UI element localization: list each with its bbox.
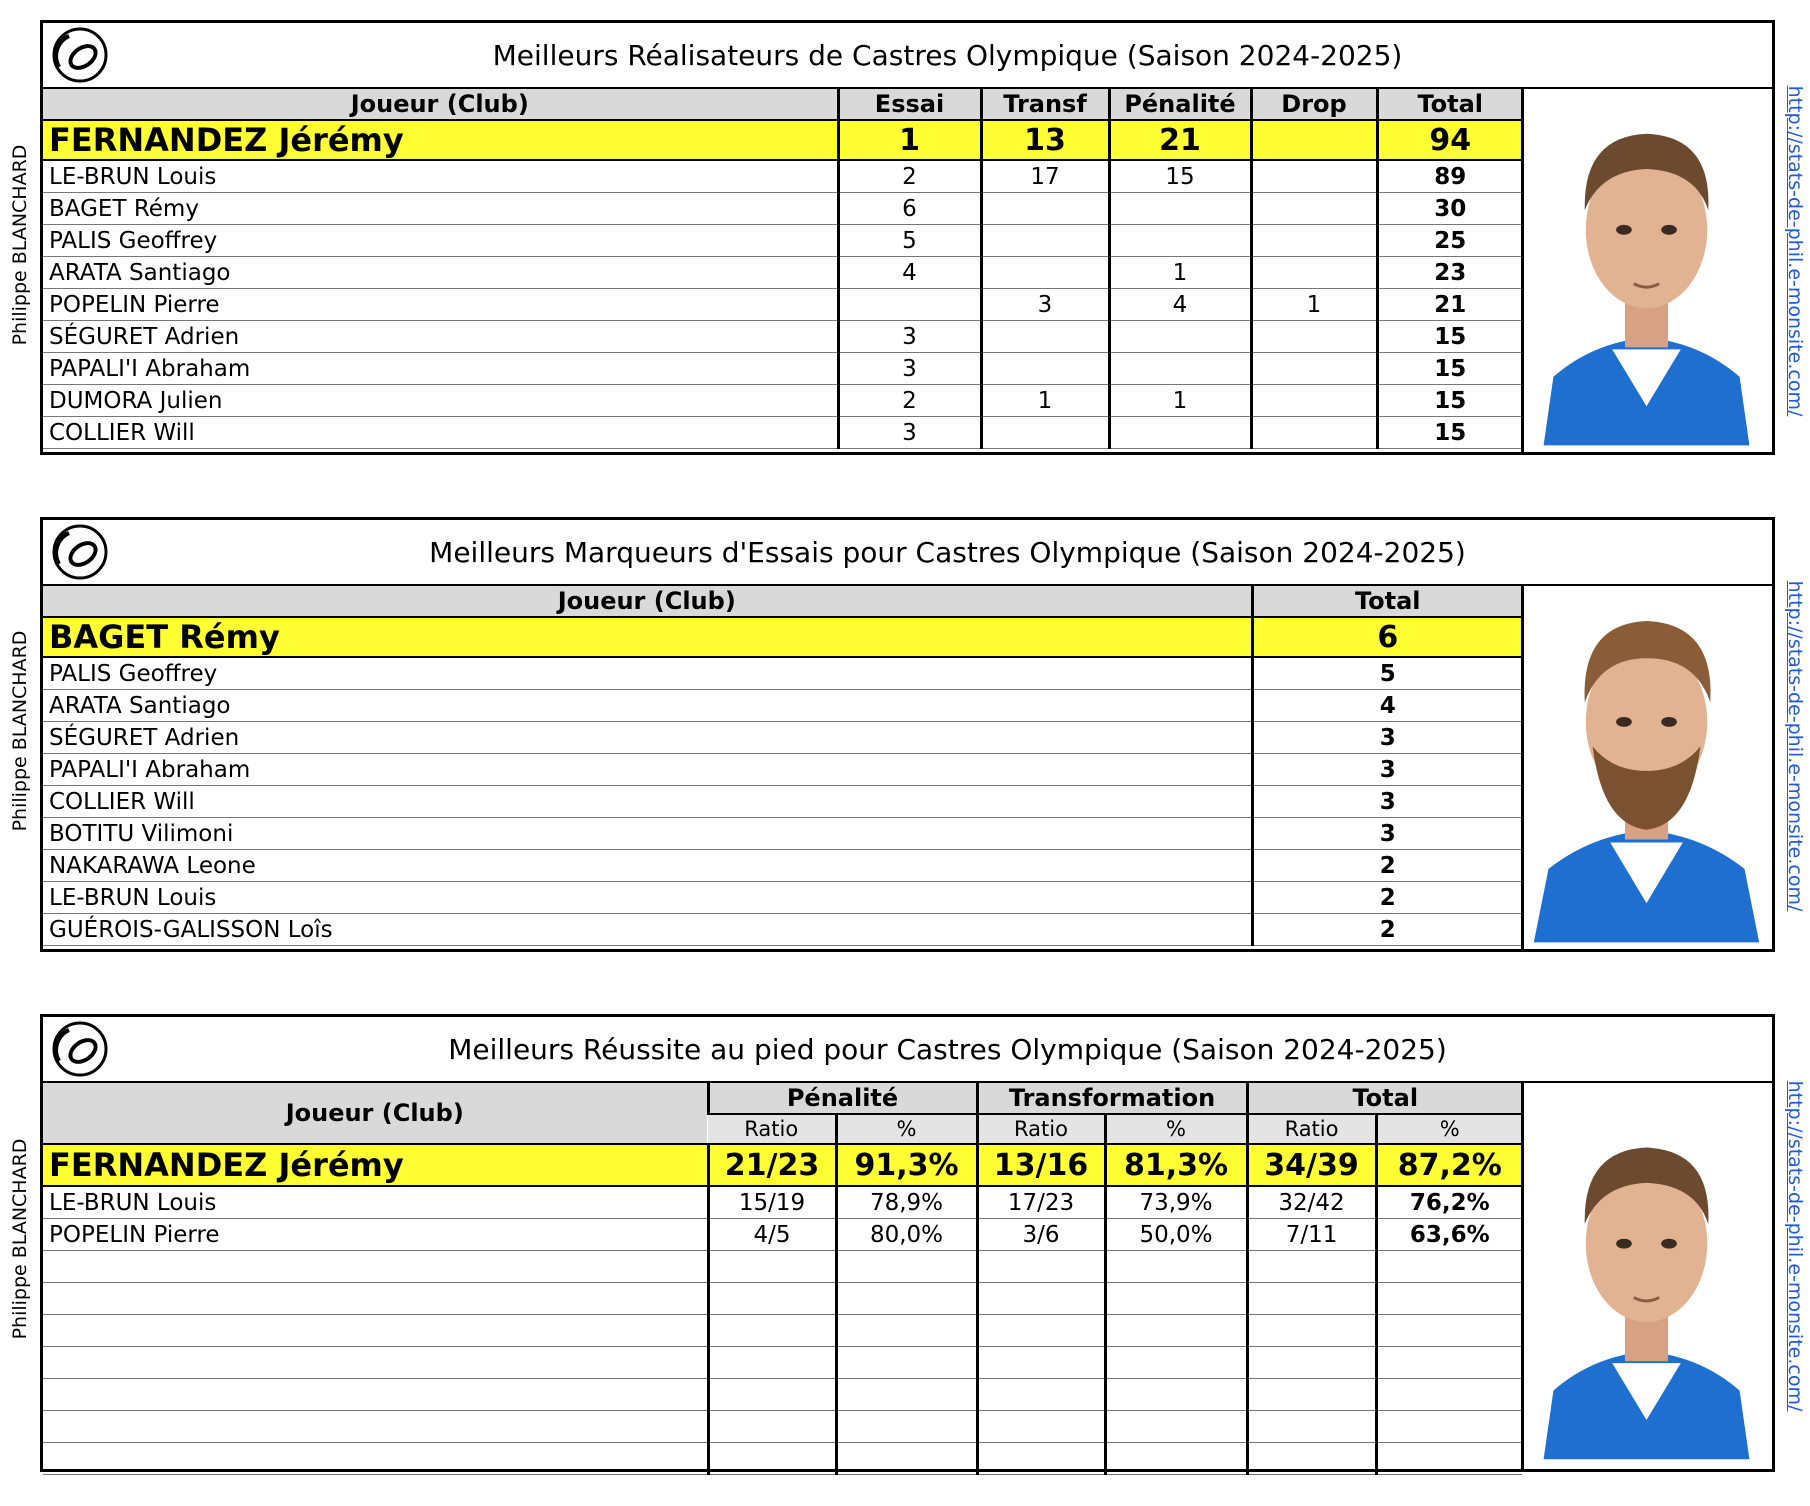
tot-pct: 63,6% xyxy=(1376,1219,1522,1251)
table-row xyxy=(43,754,1522,786)
transf-value xyxy=(981,417,1109,449)
table-row-empty xyxy=(43,1315,1522,1347)
player-name: BAGET Rémy xyxy=(43,617,1252,657)
total-value: 3 xyxy=(1252,786,1522,818)
table-row xyxy=(43,786,1522,818)
total-value: 21 xyxy=(1377,289,1522,321)
total-value: 15 xyxy=(1377,417,1522,449)
total-value: 15 xyxy=(1377,385,1522,417)
essai-value: 3 xyxy=(838,417,981,449)
scorers-panel xyxy=(40,20,1775,455)
tr-ratio: 13/16 xyxy=(977,1144,1105,1186)
player-name: BOTITU Vilimoni xyxy=(43,818,1252,850)
pen-pct: 91,3% xyxy=(836,1144,977,1186)
pen-pct: 80,0% xyxy=(836,1219,977,1251)
table-row xyxy=(43,617,1522,657)
total-value: 3 xyxy=(1252,722,1522,754)
drop-value xyxy=(1251,120,1377,160)
tr-ratio: 17/23 xyxy=(977,1186,1105,1219)
site-link-1[interactable]: http://stats-de-phil.e-monsite.com/ xyxy=(1784,85,1806,417)
tries-header-row xyxy=(43,586,1522,617)
site-link-2[interactable]: http://stats-de-phil.e-monsite.com/ xyxy=(1784,580,1806,912)
table-row xyxy=(43,1186,1522,1219)
penalite-value: 1 xyxy=(1109,385,1251,417)
drop-value xyxy=(1251,321,1377,353)
player-name: BAGET Rémy xyxy=(43,193,838,225)
essai-value: 5 xyxy=(838,225,981,257)
essai-value: 1 xyxy=(838,120,981,160)
player-name: COLLIER Will xyxy=(43,786,1252,818)
table-row xyxy=(43,722,1522,754)
subheader-ratio: Ratio xyxy=(977,1114,1105,1144)
total-value: 25 xyxy=(1377,225,1522,257)
total-value: 3 xyxy=(1252,818,1522,850)
drop-value xyxy=(1251,193,1377,225)
rugby-ball-logo-icon xyxy=(49,524,111,580)
subheader-pct: % xyxy=(1376,1114,1522,1144)
total-value: 30 xyxy=(1377,193,1522,225)
essai-value: 2 xyxy=(838,385,981,417)
table-row xyxy=(43,353,1522,385)
table-row xyxy=(43,1144,1522,1186)
total-value: 3 xyxy=(1252,754,1522,786)
total-value: 23 xyxy=(1377,257,1522,289)
table-row-empty xyxy=(43,1379,1522,1411)
drop-value xyxy=(1251,257,1377,289)
penalite-value xyxy=(1109,417,1251,449)
player-name: LE-BRUN Louis xyxy=(43,882,1252,914)
subheader-pct: % xyxy=(1105,1114,1247,1144)
total-value: 2 xyxy=(1252,850,1522,882)
player-name: ARATA Santiago xyxy=(43,690,1252,722)
tries-panel xyxy=(40,517,1775,952)
scorers-header-row xyxy=(43,89,1522,120)
table-row xyxy=(43,257,1522,289)
table-row xyxy=(43,850,1522,882)
table-row xyxy=(43,120,1522,160)
site-link-3[interactable]: http://stats-de-phil.e-monsite.com/ xyxy=(1784,1080,1806,1412)
penalite-value xyxy=(1109,353,1251,385)
col-header-total: Total xyxy=(1252,586,1522,617)
tot-ratio: 34/39 xyxy=(1247,1144,1376,1186)
scorers-title: Meilleurs Réalisateurs de Castres Olympique (Saison 2024-2025) xyxy=(492,39,1403,72)
drop-value xyxy=(1251,353,1377,385)
tot-ratio: 32/42 xyxy=(1247,1186,1376,1219)
total-value: 2 xyxy=(1252,882,1522,914)
kicking-table xyxy=(43,1083,1522,1475)
player-name: FERNANDEZ Jérémy xyxy=(43,1144,708,1186)
subheader-ratio: Ratio xyxy=(1247,1114,1376,1144)
transf-value xyxy=(981,193,1109,225)
player-name: PAPALI'I Abraham xyxy=(43,754,1252,786)
player-name: POPELIN Pierre xyxy=(43,289,838,321)
col-header-drop: Drop xyxy=(1251,89,1377,120)
col-header-essai: Essai xyxy=(838,89,981,120)
player-name: NAKARAWA Leone xyxy=(43,850,1252,882)
transf-value: 17 xyxy=(981,160,1109,193)
table-row xyxy=(43,1219,1522,1251)
table-row xyxy=(43,657,1522,690)
pen-ratio: 4/5 xyxy=(708,1219,836,1251)
group-header-transformation: Transformation xyxy=(977,1083,1247,1114)
pen-ratio: 21/23 xyxy=(708,1144,836,1186)
penalite-value xyxy=(1109,321,1251,353)
table-row xyxy=(43,914,1522,946)
transf-value: 3 xyxy=(981,289,1109,321)
pen-ratio: 15/19 xyxy=(708,1186,836,1219)
table-row xyxy=(43,160,1522,193)
player-name: LE-BRUN Louis xyxy=(43,160,838,193)
player-portrait-icon xyxy=(1524,89,1769,449)
drop-value: 1 xyxy=(1251,289,1377,321)
tries-table xyxy=(43,586,1522,946)
col-header-total: Total xyxy=(1377,89,1522,120)
total-value: 15 xyxy=(1377,353,1522,385)
table-row-empty xyxy=(43,1443,1522,1475)
transf-value xyxy=(981,225,1109,257)
essai-value: 4 xyxy=(838,257,981,289)
player-portrait-icon xyxy=(1524,1083,1769,1463)
player-name: ARATA Santiago xyxy=(43,257,838,289)
transf-value: 1 xyxy=(981,385,1109,417)
kicking-title: Meilleurs Réussite au pied pour Castres Olympique (Saison 2024-2025) xyxy=(448,1033,1447,1066)
table-row xyxy=(43,193,1522,225)
essai-value: 3 xyxy=(838,321,981,353)
tot-pct: 76,2% xyxy=(1376,1186,1522,1219)
tr-pct: 73,9% xyxy=(1105,1186,1247,1219)
table-row-empty xyxy=(43,1251,1522,1283)
total-value: 15 xyxy=(1377,321,1522,353)
col-header-player: Joueur (Club) xyxy=(43,89,838,120)
tot-pct: 87,2% xyxy=(1376,1144,1522,1186)
table-row xyxy=(43,289,1522,321)
group-header-penalite: Pénalité xyxy=(708,1083,977,1114)
player-photo-2 xyxy=(1521,586,1772,949)
total-value: 94 xyxy=(1377,120,1522,160)
player-name: DUMORA Julien xyxy=(43,385,838,417)
player-photo-1 xyxy=(1521,89,1772,452)
penalite-value: 15 xyxy=(1109,160,1251,193)
total-value: 2 xyxy=(1252,914,1522,946)
total-value: 6 xyxy=(1252,617,1522,657)
player-portrait-icon xyxy=(1524,586,1769,946)
scorers-title-bar xyxy=(43,23,1772,89)
table-row xyxy=(43,385,1522,417)
essai-value: 2 xyxy=(838,160,981,193)
col-header-player: Joueur (Club) xyxy=(43,1083,708,1144)
kicking-panel xyxy=(40,1014,1775,1472)
player-name: PALIS Geoffrey xyxy=(43,657,1252,690)
player-name: SÉGURET Adrien xyxy=(43,321,838,353)
table-row xyxy=(43,882,1522,914)
player-name: PAPALI'I Abraham xyxy=(43,353,838,385)
author-watermark-2: Philippe BLANCHARD xyxy=(9,630,31,832)
rugby-ball-logo-icon xyxy=(49,1021,111,1077)
rugby-ball-logo-icon xyxy=(49,27,111,83)
penalite-value: 4 xyxy=(1109,289,1251,321)
drop-value xyxy=(1251,225,1377,257)
penalite-value xyxy=(1109,193,1251,225)
tries-title-bar xyxy=(43,520,1772,586)
group-header-total: Total xyxy=(1247,1083,1522,1114)
player-name: COLLIER Will xyxy=(43,417,838,449)
subheader-pct: % xyxy=(836,1114,977,1144)
player-name: FERNANDEZ Jérémy xyxy=(43,120,838,160)
table-row-empty xyxy=(43,1347,1522,1379)
kicking-group-row xyxy=(43,1083,1522,1114)
transf-value: 13 xyxy=(981,120,1109,160)
tr-pct: 50,0% xyxy=(1105,1219,1247,1251)
kicking-title-bar xyxy=(43,1017,1772,1083)
drop-value xyxy=(1251,417,1377,449)
drop-value xyxy=(1251,160,1377,193)
transf-value xyxy=(981,257,1109,289)
tot-ratio: 7/11 xyxy=(1247,1219,1376,1251)
player-name: LE-BRUN Louis xyxy=(43,1186,708,1219)
total-value: 4 xyxy=(1252,690,1522,722)
player-photo-3 xyxy=(1521,1083,1772,1469)
transf-value xyxy=(981,353,1109,385)
tries-title: Meilleurs Marqueurs d'Essais pour Castres Olympique (Saison 2024-2025) xyxy=(429,536,1466,569)
penalite-value: 1 xyxy=(1109,257,1251,289)
tr-ratio: 3/6 xyxy=(977,1219,1105,1251)
author-watermark-1: Philippe BLANCHARD xyxy=(9,144,31,346)
col-header-penalite: Pénalité xyxy=(1109,89,1251,120)
penalite-value: 21 xyxy=(1109,120,1251,160)
table-row xyxy=(43,225,1522,257)
drop-value xyxy=(1251,385,1377,417)
table-row xyxy=(43,321,1522,353)
tr-pct: 81,3% xyxy=(1105,1144,1247,1186)
author-watermark-3: Philippe BLANCHARD xyxy=(9,1138,31,1340)
transf-value xyxy=(981,321,1109,353)
table-row xyxy=(43,417,1522,449)
table-row xyxy=(43,690,1522,722)
essai-value: 6 xyxy=(838,193,981,225)
table-row xyxy=(43,818,1522,850)
total-value: 89 xyxy=(1377,160,1522,193)
player-name: GUÉROIS-GALISSON Loîs xyxy=(43,914,1252,946)
table-row-empty xyxy=(43,1411,1522,1443)
subheader-ratio: Ratio xyxy=(708,1114,836,1144)
col-header-transf: Transf xyxy=(981,89,1109,120)
penalite-value xyxy=(1109,225,1251,257)
total-value: 5 xyxy=(1252,657,1522,690)
player-name: PALIS Geoffrey xyxy=(43,225,838,257)
pen-pct: 78,9% xyxy=(836,1186,977,1219)
player-name: POPELIN Pierre xyxy=(43,1219,708,1251)
essai-value xyxy=(838,289,981,321)
scorers-table xyxy=(43,89,1522,449)
player-name: SÉGURET Adrien xyxy=(43,722,1252,754)
essai-value: 3 xyxy=(838,353,981,385)
col-header-player: Joueur (Club) xyxy=(43,586,1252,617)
table-row-empty xyxy=(43,1283,1522,1315)
